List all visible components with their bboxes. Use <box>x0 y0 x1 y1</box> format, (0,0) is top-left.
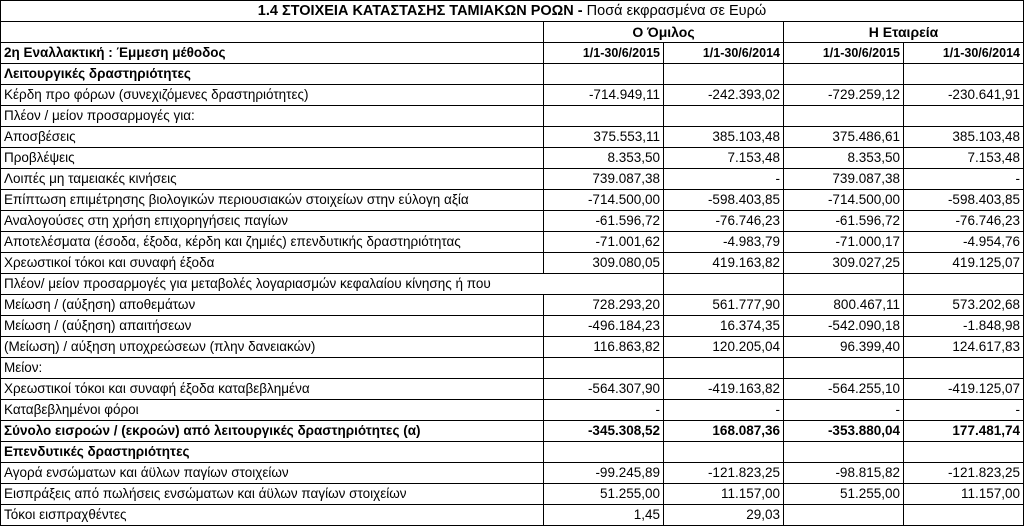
value-cell: -598.403,85 <box>904 190 1024 211</box>
value-cell: 728.293,20 <box>544 295 664 316</box>
table-row <box>1 211 1024 232</box>
value-cell: -345.308,52 <box>544 421 664 442</box>
value-cell: -99.245,89 <box>544 463 664 484</box>
group-column-header: Ο Όμιλος <box>544 22 784 43</box>
value-cell: -121.823,25 <box>904 463 1024 484</box>
value-cell <box>904 505 1024 526</box>
value-cell: 51.255,00 <box>784 484 904 505</box>
value-cell: -714.500,00 <box>544 190 664 211</box>
row-label: Μείον: <box>1 358 544 379</box>
value-cell <box>544 358 664 379</box>
value-cell: 419.163,82 <box>664 253 784 274</box>
blank-cell <box>1 22 544 43</box>
row-label: Αποτελέσματα (έσοδα, έξοδα, κέρδη και ζημιές) επενδυτικής δραστηριότητας <box>1 232 544 253</box>
table-row <box>1 316 1024 337</box>
row-label: Μείωση / (αύξηση) αποθεμάτων <box>1 295 544 316</box>
value-cell <box>784 64 904 85</box>
table-row <box>1 505 1024 526</box>
period-header: 1/1-30/6/2015 <box>544 43 664 64</box>
table-row <box>1 85 1024 106</box>
value-cell <box>664 442 784 463</box>
row-label: Λειτουργικές δραστηριότητες <box>1 64 544 85</box>
value-cell <box>784 505 904 526</box>
value-cell: -542.090,18 <box>784 316 904 337</box>
value-cell: -61.596,72 <box>544 211 664 232</box>
value-cell: -76.746,23 <box>904 211 1024 232</box>
title-row <box>1 1 1024 22</box>
row-label: Επενδυτικές δραστηριότητες <box>1 442 544 463</box>
value-cell: 8.353,50 <box>784 148 904 169</box>
table-row <box>1 253 1024 274</box>
value-cell: -419.163,82 <box>664 379 784 400</box>
value-cell: 29,03 <box>664 505 784 526</box>
value-cell: -496.184,23 <box>544 316 664 337</box>
row-label: Λοιπές μη ταμειακές κινήσεις <box>1 169 544 190</box>
value-cell: 8.353,50 <box>544 148 664 169</box>
row-label: Τόκοι εισπραχθέντες <box>1 505 544 526</box>
value-cell: 573.202,68 <box>904 295 1024 316</box>
row-label: Προβλέψεις <box>1 148 544 169</box>
table-row <box>1 379 1024 400</box>
method-label: 2η Εναλλακτική : Έμμεση μέθοδος <box>1 43 544 64</box>
value-cell: 561.777,90 <box>664 295 784 316</box>
row-label: Σύνολο εισροών / (εκροών) από λειτουργικές δραστηριότητες (α) <box>1 421 544 442</box>
value-cell: -71.000,17 <box>784 232 904 253</box>
value-cell: 51.255,00 <box>544 484 664 505</box>
table-row <box>1 484 1024 505</box>
table-row <box>1 295 1024 316</box>
row-label: Αποσβέσεις <box>1 127 544 148</box>
value-cell: 120.205,04 <box>664 337 784 358</box>
value-cell <box>664 106 784 127</box>
value-cell: 739.087,38 <box>784 169 904 190</box>
value-cell <box>904 358 1024 379</box>
value-cell: -230.641,91 <box>904 85 1024 106</box>
value-cell: -598.403,85 <box>664 190 784 211</box>
value-cell <box>544 64 664 85</box>
period-header-row <box>1 43 1024 64</box>
value-cell: 7.153,48 <box>664 148 784 169</box>
value-cell: 739.087,38 <box>544 169 664 190</box>
table-row <box>1 148 1024 169</box>
table-row <box>1 232 1024 253</box>
table-row <box>1 190 1024 211</box>
table-row <box>1 463 1024 484</box>
value-cell: 96.399,40 <box>784 337 904 358</box>
value-cell: 7.153,48 <box>904 148 1024 169</box>
value-cell: -419.125,07 <box>904 379 1024 400</box>
value-cell: - <box>664 400 784 421</box>
value-cell: - <box>544 400 664 421</box>
value-cell: 168.087,36 <box>664 421 784 442</box>
value-cell: -242.393,02 <box>664 85 784 106</box>
row-label: (Μείωση) / αύξηση υποχρεώσεων (πλην δανειακών) <box>1 337 544 358</box>
table-row <box>1 64 1024 85</box>
value-cell: -353.880,04 <box>784 421 904 442</box>
title-main: 1.4 ΣΤΟΙΧΕΙΑ ΚΑΤΑΣΤΑΣΗΣ ΤΑΜΙΑΚΩΝ ΡΟΩΝ - <box>257 3 583 19</box>
value-cell <box>544 442 664 463</box>
table-row <box>1 169 1024 190</box>
row-label: Αναλογούσες στη χρήση επιχορηγήσεις παγίων <box>1 211 544 232</box>
table-row <box>1 358 1024 379</box>
value-cell: 309.027,25 <box>784 253 904 274</box>
value-cell: 800.467,11 <box>784 295 904 316</box>
table-body <box>1 64 1024 526</box>
value-cell <box>544 274 664 295</box>
value-cell: -729.259,12 <box>784 85 904 106</box>
row-label: Χρεωστικοί τόκοι και συναφή έξοδα καταβεβλημένα <box>1 379 544 400</box>
value-cell: -564.307,90 <box>544 379 664 400</box>
value-cell: - <box>904 400 1024 421</box>
value-cell: - <box>784 400 904 421</box>
table-row <box>1 106 1024 127</box>
value-cell: -1.848,98 <box>904 316 1024 337</box>
value-cell: - <box>904 169 1024 190</box>
period-header: 1/1-30/6/2015 <box>784 43 904 64</box>
value-cell: 177.481,74 <box>904 421 1024 442</box>
value-cell: 16.374,35 <box>664 316 784 337</box>
value-cell <box>544 106 664 127</box>
period-header: 1/1-30/6/2014 <box>904 43 1024 64</box>
value-cell: -714.500,00 <box>784 190 904 211</box>
value-cell: 124.617,83 <box>904 337 1024 358</box>
group-header-row <box>1 22 1024 43</box>
value-cell <box>664 64 784 85</box>
row-label: Εισπράξεις από πωλήσεις ενσώματων και άϋλων παγίων στοιχείων <box>1 484 544 505</box>
value-cell: 385.103,48 <box>904 127 1024 148</box>
row-label: Χρεωστικοί τόκοι και συναφή έξοδα <box>1 253 544 274</box>
value-cell <box>904 106 1024 127</box>
value-cell: -61.596,72 <box>784 211 904 232</box>
company-column-header: Η Εταιρεία <box>784 22 1024 43</box>
value-cell: 309.080,05 <box>544 253 664 274</box>
value-cell: -98.815,82 <box>784 463 904 484</box>
value-cell <box>784 442 904 463</box>
value-cell: -71.001,62 <box>544 232 664 253</box>
value-cell <box>784 274 904 295</box>
value-cell: -714.949,11 <box>544 85 664 106</box>
table-row <box>1 337 1024 358</box>
value-cell: 385.103,48 <box>664 127 784 148</box>
title-sub: Ποσά εκφρασμένα σε Ευρώ <box>586 3 767 19</box>
row-label: Καταβεβλημένοι φόροι <box>1 400 544 421</box>
row-label: Αγορά ενσώματων και άϋλων παγίων στοιχείων <box>1 463 544 484</box>
table-title <box>1 1 1024 22</box>
value-cell: 11.157,00 <box>904 484 1024 505</box>
value-cell <box>784 106 904 127</box>
value-cell <box>784 358 904 379</box>
value-cell <box>664 358 784 379</box>
value-cell: -4.983,79 <box>664 232 784 253</box>
value-cell: 116.863,82 <box>544 337 664 358</box>
value-cell: 375.553,11 <box>544 127 664 148</box>
value-cell: 11.157,00 <box>664 484 784 505</box>
table-row <box>1 421 1024 442</box>
row-label: Πλέον / μείον προσαρμογές για: <box>1 106 544 127</box>
value-cell <box>904 442 1024 463</box>
value-cell: 419.125,07 <box>904 253 1024 274</box>
value-cell: -564.255,10 <box>784 379 904 400</box>
table-row <box>1 400 1024 421</box>
value-cell: 375.486,61 <box>784 127 904 148</box>
table-row <box>1 442 1024 463</box>
row-label: Κέρδη προ φόρων (συνεχιζόμενες δραστηριότητες) <box>1 85 544 106</box>
value-cell: -76.746,23 <box>664 211 784 232</box>
table-row <box>1 274 1024 295</box>
value-cell <box>664 274 784 295</box>
value-cell: -121.823,25 <box>664 463 784 484</box>
value-cell: - <box>664 169 784 190</box>
value-cell <box>904 64 1024 85</box>
value-cell <box>904 274 1024 295</box>
value-cell: 1,45 <box>544 505 664 526</box>
row-label: Μείωση / (αύξηση) απαιτήσεων <box>1 316 544 337</box>
row-label: Πλέον/ μείον προσαρμογές για μεταβολές λογαριασμών κεφαλαίου κίνησης ή που <box>1 274 544 295</box>
value-cell: -4.954,76 <box>904 232 1024 253</box>
period-header: 1/1-30/6/2014 <box>664 43 784 64</box>
table-row <box>1 127 1024 148</box>
row-label: Επίπτωση επιμέτρησης βιολογικών περιουσιακών στοιχείων στην εύλογη αξία <box>1 190 544 211</box>
